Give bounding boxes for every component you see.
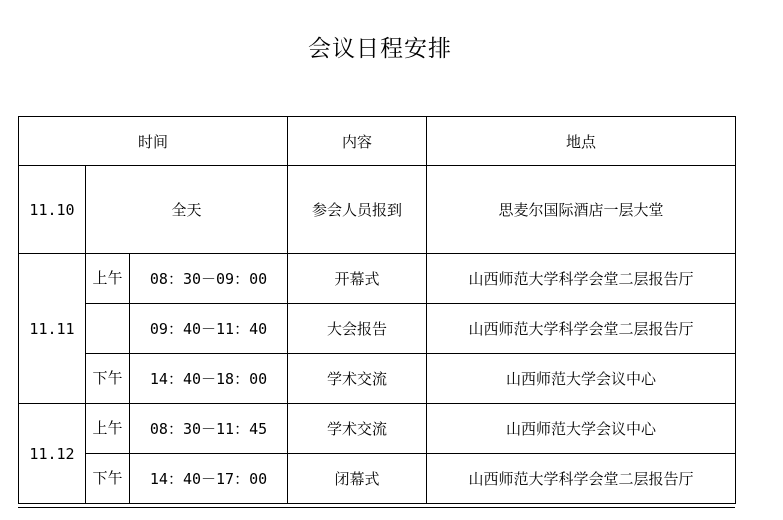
place-cell: 山西师范大学会议中心 xyxy=(427,404,736,454)
content-cell: 参会人员报到 xyxy=(288,166,427,254)
date-cell: 11.11 xyxy=(19,254,86,404)
time-cell: 14：40－18：00 xyxy=(130,354,288,404)
place-cell: 山西师范大学会议中心 xyxy=(427,354,736,404)
table-row xyxy=(19,404,736,454)
content-cell: 学术交流 xyxy=(288,354,427,404)
content-cell: 开幕式 xyxy=(288,254,427,304)
table-row xyxy=(19,166,736,254)
time-cell: 08：30－11：45 xyxy=(130,404,288,454)
time-cell: 14：40－17：00 xyxy=(130,454,288,504)
place-cell: 思麦尔国际酒店一层大堂 xyxy=(427,166,736,254)
date-cell: 11.12 xyxy=(19,404,86,504)
place-cell: 山西师范大学科学会堂二层报告厅 xyxy=(427,254,736,304)
table-row xyxy=(19,454,736,504)
place-cell: 山西师范大学科学会堂二层报告厅 xyxy=(427,304,736,354)
table-header-row xyxy=(19,117,736,166)
header-place: 地点 xyxy=(427,117,736,166)
content-cell: 学术交流 xyxy=(288,404,427,454)
date-cell: 11.10 xyxy=(19,166,86,254)
session-cell: 上午 xyxy=(86,254,130,304)
page-title: 会议日程安排 xyxy=(308,36,452,62)
session-cell: 上午 xyxy=(86,404,130,454)
table-bottom-rule xyxy=(18,507,735,508)
time-cell: 全天 xyxy=(86,166,288,254)
session-cell: 下午 xyxy=(86,454,130,504)
header-time: 时间 xyxy=(19,117,288,166)
table-row xyxy=(19,304,736,354)
table-row xyxy=(19,254,736,304)
session-cell xyxy=(86,304,130,354)
time-cell: 08：30－09：00 xyxy=(130,254,288,304)
content-cell: 大会报告 xyxy=(288,304,427,354)
table-row xyxy=(19,354,736,404)
time-cell: 09：40－11：40 xyxy=(130,304,288,354)
content-cell: 闭幕式 xyxy=(288,454,427,504)
session-cell: 下午 xyxy=(86,354,130,404)
place-cell: 山西师范大学科学会堂二层报告厅 xyxy=(427,454,736,504)
header-content: 内容 xyxy=(288,117,427,166)
schedule-table xyxy=(18,116,736,504)
